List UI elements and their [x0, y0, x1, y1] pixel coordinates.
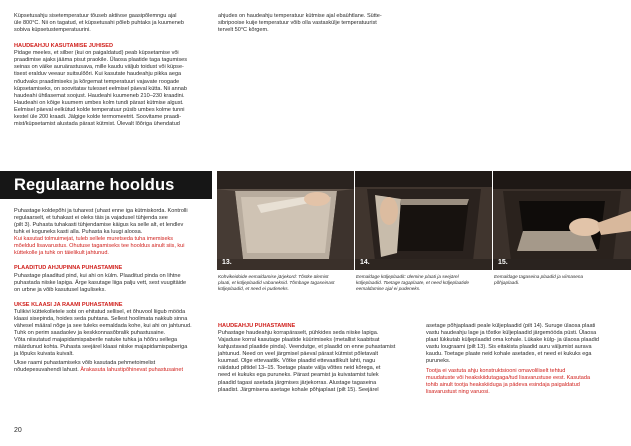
col3-line-5: kaudu. Toetage plaate neid kohale asetades, et need ei kukuks ega — [426, 351, 592, 358]
hooldus-column — [14, 208, 209, 374]
kasutamine-line-11: mist/küpsetamist alustada pärast kütmist. Ülevalt lõõriga ühendatud — [14, 120, 180, 127]
hooldus-warning-line-1: Kui kasutad tolmuimejat, tuleb sellele muretseda tuha imemiseks — [14, 236, 174, 243]
puhastamine-line-4: jahtunud. Need on veel järgmisel päeval pärast kütmist põletavalt — [218, 351, 379, 358]
photo-14-image — [355, 171, 492, 270]
hooldus-p1-line-3: (pilt 3). Puhasta tuhakasti tühjendamise käigus ka selle alt, et lendlev — [14, 222, 184, 229]
hooldus-warning-line-3: küttekolle ja tuhk on täielikult jahtunud. — [14, 250, 109, 257]
ukse-klaas-heading: UKSE KLAASI JA RAAMI PUHASTAMINE — [14, 301, 123, 308]
haudeahju-puhastamine-heading: HAUDEAHJU PUHASTAMINE — [218, 323, 296, 329]
hooldus-p3b-line-1: Ukse raami puhastamiseks võib kasutada pehmetoimelist — [14, 360, 156, 367]
hooldus-p2-line-1: Puhastage plaaditud pind, kui ahi on külm. Plaaditud pinda on lihtne — [14, 272, 181, 279]
hooldus-p2-line-3: on urbne ja võib kasutusel laguliseks. — [14, 286, 106, 293]
photo-15-image — [493, 171, 631, 270]
col3-line-6: puruneks. — [426, 358, 451, 365]
hooldus-p3-line-6: määrdunud kohta. Puhasta seejärel klaasi niiske majapidamispaberiga — [14, 344, 188, 351]
kasutamine-line-7: haudeahi ühtlasemat soojust. Haudeahi kuumeneb 210–230 kraadini. — [14, 92, 185, 99]
photo-13-image — [217, 171, 354, 270]
caption-14-line-3: eemaldamise ajal ei pudeneks. — [356, 286, 421, 291]
intro-column-2 — [218, 13, 413, 34]
hooldus-p3b-line-2-text: nõudepesuvahendi lahust. — [14, 367, 79, 374]
kasutamine-line-2: praadimise ajaks jääma pisut praokile. Ülaosa plaatide taga tagumises — [14, 57, 187, 64]
manufacturer-note-line-1: Tootja ei vastuta ahju konstruktsiooni omavoliliselt tehtud — [426, 368, 566, 375]
manufacturer-note-line-4: lisavarustust ning varuosi. — [426, 389, 490, 396]
kasutamine-line-3: seinas on väike auruärastusava, mille kaudu väljub toidust või küpse- — [14, 64, 184, 71]
intro-line-1: Küpsetusahju sisetemperatuur tõuseb aktiivse gaasipõlemngu ajal — [14, 13, 177, 19]
hooldus-p3-line-3: vähesel määral nõge ja see tuleks eemaldada kohe, kui ahi on jahtunud. — [14, 322, 192, 329]
intro2-line-2: sibripooise kuije temperatuur võib olla vastaskülje temperatuurist — [218, 20, 377, 27]
haudeahju-kasutamine-heading: HAUDEAHJU KASUTAMISE JUHISED — [14, 43, 114, 50]
kasutamine-line-10: kestel üle 200 kraadi. Jälgige kolde termomeetrit. Soovitame praadi- — [14, 113, 182, 120]
photo-14-caption — [356, 274, 486, 292]
kasutamine-line-1: Pidage meeles, et silber (kui on paigaldatud) peab küpsetamise või — [14, 50, 179, 57]
caption-15-line-1: Eemaldage tagaseina plaadid ja viimasena — [494, 274, 584, 279]
caption-15-line-2: põhjaplaadi. — [494, 280, 520, 285]
hooldus-p3-line-5: Võta niisutatud majapidamispaberile natuke tuhka ja hõõru sellega — [14, 337, 178, 344]
caption-14-line-1: Eemaldage küljeplaadit: ülemine plaati ja seejärel — [356, 274, 459, 279]
hooldus-p3-line-1: Tulikivi küttekolletele sobi on ehitatud sellisel, et õhuvool liigub mööda — [14, 308, 186, 315]
kasutamine-line-9: Eelmisel päeval eelkütud kolde temperatuur püsib umbes kolme tunni — [14, 106, 185, 113]
hooldus-p1-line-1: Puhastage koldepõhi ja tuharest (uhast enne iga kütmiskorda. Kontrolli — [14, 208, 188, 214]
intro2-line-3: tervelt 50°C kõrgem. — [218, 27, 269, 34]
puhastamine-line-8: plaadid tagasi asetada järgmises järjekorras. Alustage tagaseina — [218, 379, 377, 386]
caption-14-line-2: küljeplaadid. Toetage tagaplaate, et need küljeplaatide — [356, 280, 469, 285]
puhastamine-line-3: kahjustavad plaatide pinda). Veendutge, et plaadid on enne puhastamist — [218, 344, 396, 351]
puhastamine-line-6: näidatud piltidel 13–15. Toetage plaate välja võttes neid kõrega, et — [218, 365, 381, 372]
puhastamine-line-9: plaadist. Järgmisena asetage kohale põhjaplaat (pilt 15). Seejärel — [218, 386, 379, 393]
manufacturer-note-line-3: tohib ainult tootja heakskiiduga ja pädeva esindaja paigaldatud — [426, 382, 580, 389]
puhastamine-line-7: need ei kukuks ega puruneks. Pärast peamist ja kuivatamist tulek — [218, 372, 379, 379]
hooldus-p3-line-2: klaasi sisepinda, hoides seda puhtana. Sellest hoolimata nakkub sinna — [14, 315, 188, 322]
photo-13-caption — [218, 274, 348, 292]
page-number: 20 — [14, 427, 22, 434]
kasutamine-line-6: küpsetamiseks, on soovitatav tulesset eelmisel päeval kütta. Nii annab — [14, 85, 187, 92]
caption-13-line-3: küljeplaadid, et need ei pudeneks. — [218, 286, 289, 291]
col3-line-1: asetage põhjaplaadi peale küljeplaadid (pilt 14). Suruge ülaosa plaati — [426, 323, 596, 329]
photo-14 — [355, 171, 492, 270]
plaaditud-pind-heading: PLAADITUD AHJUPINNA PUHASTAMINE — [14, 265, 123, 272]
col3-line-2: vastu haudeahju lage ja tõstke küljeplaadid järgemööda püsti. Ülaosa — [426, 330, 597, 337]
caption-13-line-1: Kohvikeidoide eemaldamise järjekord: Tõstke ülemist — [218, 274, 329, 279]
col3-line-3: plaat lükkutab küljeplaadid oma kohale. Lükake külg- ja ülaosa plaadid — [426, 337, 599, 344]
puhastamine-line-5: kuumad. Olge ettevaatlik. Võtke plaadid ettevaatlikult lahti, nagu — [218, 358, 376, 365]
photo-15 — [493, 171, 631, 270]
photo-15-number: 15. — [498, 259, 508, 266]
photo-15-caption — [494, 274, 624, 286]
intro-line-3: sobiva küpsetustemperatuurini. — [14, 27, 91, 34]
section-title: Regulaarne hooldus — [14, 176, 175, 194]
hooldus-p1-line-2: regulaarselt, et tuhakast ei oleks täis ja vajadusel tühjenda see — [14, 215, 168, 222]
intro2-line-1: ahjudes on haudeahju temperatuur kütmise ajal ebaühtlane. Sütte- — [218, 13, 382, 19]
hooldus-p2-line-2: puhastada niiske lapiga. Ärge kasutage liiga palju vett, sest vuugitäide — [14, 279, 187, 286]
caption-13-line-2: plaati, et küljeplaadid vabaneksid. Tõmbage tagaseinast — [218, 280, 335, 285]
kasutamine-line-8: Haudeahi on kõige kuumem umbes kolm tundi pärast kütmise algust. — [14, 99, 184, 106]
hooldus-p3-line-7: ja lõpuks kuivata kuivalt. — [14, 351, 74, 358]
haudeahju-puhastamine-column — [218, 323, 416, 394]
kasutamine-line-4: tisest eralduv veeaur suitsulõõri. Kui kasutate haudeahju pikka aega — [14, 71, 182, 78]
hooldus-p3b-line-2 — [14, 367, 209, 374]
solvent-warning: Ärakasuta lahustipõhinevat puhastusainet — [80, 367, 184, 374]
right-column — [426, 323, 624, 396]
puhastamine-line-1: Puhastage haudeahju korrapäraselt, pühkides seda niiske lapiga. — [218, 330, 379, 337]
hooldus-warning-line-2: mõeldud lisavarustus. Ohutuse tagamiseks tee hooldus ainult siis, kui — [14, 243, 185, 250]
photo-13-number: 13. — [222, 259, 232, 266]
kasutamine-line-5: nõudvaks praadimiseks ja kõrgemat temperatuuri vajavate roogade — [14, 78, 180, 85]
puhastamine-line-2: Vajaduse korral kasutage plaatide küürimiseks (metallist kaabitsat — [218, 337, 380, 344]
intro-column-1 — [14, 13, 209, 128]
photo-14-number: 14. — [360, 259, 370, 266]
col3-line-4: vastu lougraami (pilt 13). Sis eitakista plaadid auru väljumist aurava — [426, 344, 592, 351]
hooldus-p3-line-4: Tuhk on perim saadaolev ja keskkonnasõbralik puhastusaine. — [14, 330, 166, 337]
manufacturer-note-line-2: muudatuste või heakskiidutagaga/tud lisavarustuse eest. Kasutada — [426, 375, 591, 382]
hooldus-p1-line-4: tuhk ei koguneks kasti alla. Puhasta ka luugi aloosa. — [14, 229, 143, 236]
photo-13 — [217, 171, 354, 270]
intro-line-2: üle 800°C. Nii on tagatud, et küpsetusahi põleb puhtaks ja kuumeneb — [14, 20, 184, 27]
